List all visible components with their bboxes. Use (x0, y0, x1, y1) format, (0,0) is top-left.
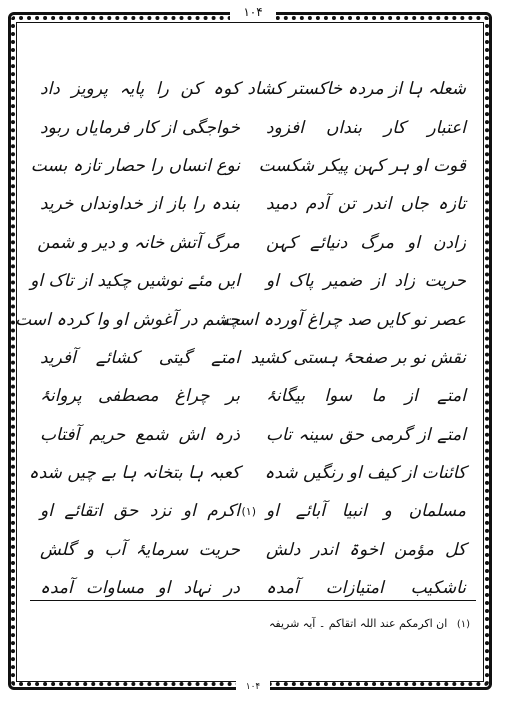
poem-body (15, 70, 466, 607)
misra-right: امتے از ما سوا بیگانۂ (266, 386, 466, 407)
couplet (40, 492, 466, 530)
misra-left: امتے گیتی کشائے آفرید (40, 347, 240, 368)
couplet (40, 569, 466, 607)
footnote (160, 616, 470, 633)
misra-right: عصر نو کایں صد چراغ آوردہ است (222, 309, 466, 330)
page-number: ۱۰۴ (230, 3, 276, 21)
footnote-text: ان اکرمکم عند اللہ اتقاکم ۔ آیہ شریفہ (268, 617, 448, 630)
misra-right: زادن او مرگ دنیائے کہن (266, 232, 466, 253)
misra-left: بندہ را باز از خداونداں خرید (40, 194, 240, 215)
couplet (37, 224, 466, 262)
couplet (40, 531, 466, 569)
misra-right: حریت زاد از ضمیر پاک او (266, 271, 466, 292)
misra-right: کائنات از کیف او رنگیں شدہ (264, 463, 466, 484)
misra-left: نوع انساں را حصار تازہ بست (30, 155, 240, 176)
misra-left: ذرہ اش شمع حریم آفتاب (40, 424, 240, 445)
misra-left: ایں مئے نوشیں چکید از تاک او (30, 271, 240, 292)
footnote-marker: (۱) (241, 504, 256, 518)
couplet (30, 262, 466, 300)
bottom-page-mark: ۱۰۴ (236, 680, 270, 694)
misra-right: قوت او ہر کہن پیکر شکست (258, 155, 466, 176)
misra-left: مرگ آتش خانہ و دیر و شمن (37, 232, 240, 253)
misra-left: خواجگی از کار فرمایاں ربود (40, 117, 240, 138)
misra-left: حریت سرمایۂ آب و گلش (40, 539, 240, 560)
couplet (40, 108, 466, 146)
misra-left: اکرم او نزد حق اتقائے او (40, 501, 240, 522)
misra-left: کعبہ ہا بتخانہ ہا بے چیں شدہ (28, 463, 240, 484)
misra-right: کل مؤمن اخوۃ اندر دلش (266, 539, 466, 560)
couplet (40, 416, 466, 454)
couplet (40, 377, 466, 415)
misra-left: در نہاد او مساوات آمدہ (40, 578, 240, 599)
misra-right: تازہ جاں اندر تن آدم دمید (266, 194, 466, 215)
couplet (15, 300, 466, 338)
misra-right: اعتبار کار بنداں افزود (266, 117, 466, 138)
misra-right: نقش نو بر صفحۂ ہستی کشید (250, 347, 466, 368)
footnote-divider (30, 600, 476, 601)
misra-right: ناشکیب امتیازات آمدہ (266, 578, 466, 599)
couplet (40, 185, 466, 223)
misra-right: امتے از گرمی حق سینہ تاب (266, 424, 466, 445)
footnote-number: (۱) (456, 619, 470, 630)
misra-right: مسلمان و انبیا آبائے او (266, 501, 466, 522)
misra-left: چشم در آغوش او وا کردہ است (15, 309, 240, 330)
couplet (40, 339, 466, 377)
misra-right: شعلہ ہا از مردہ خاکستر کشاد (247, 79, 466, 100)
couplet (40, 70, 466, 108)
misra-left: بر چراغ مصطفی پروانۂ (40, 386, 240, 407)
couplet (30, 147, 466, 185)
misra-left: کوہ کن را پایہ پرویز داد (40, 79, 240, 100)
couplet (28, 454, 466, 492)
